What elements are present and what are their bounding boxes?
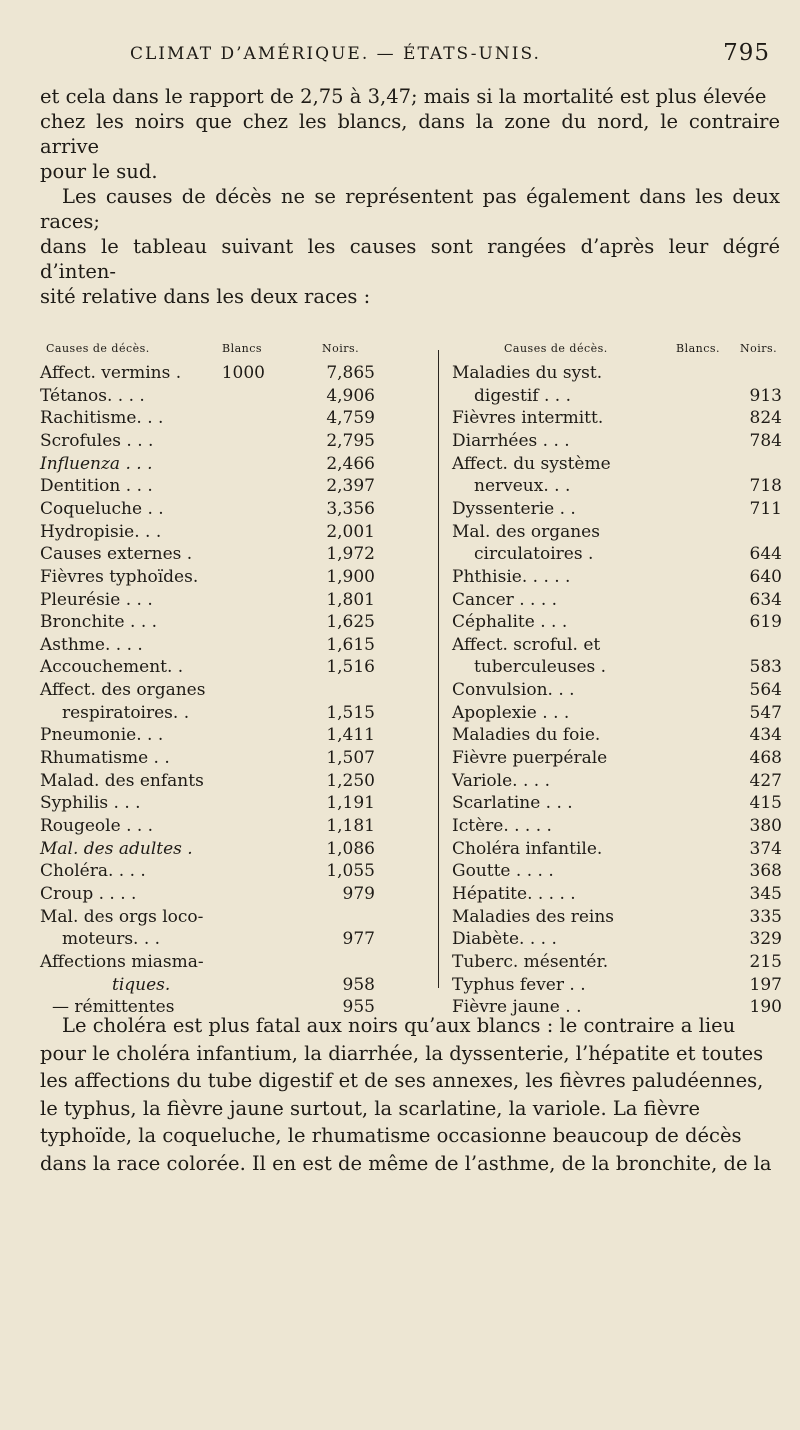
noirs-value: 1,801 [326, 589, 375, 610]
noirs-value: 634 [749, 589, 782, 610]
cause-label: Dentition . . . [40, 476, 153, 497]
closing-paragraph [40, 1012, 780, 1177]
cause-label: Phthisie. . . . . [452, 566, 571, 587]
closing-line: les affections du tube digestif et de ses annexes, les fièvres paludéennes, [40, 1069, 764, 1092]
closing-line: Le choléra est plus fatal aux noirs qu’aux blancs : le contraire a lieu [62, 1014, 736, 1037]
noirs-value: 824 [749, 408, 782, 429]
noirs-value: 1,900 [326, 566, 375, 587]
cause-label: Bronchite . . . [40, 612, 158, 633]
noirs-value: 415 [749, 793, 782, 814]
noirs-value: 468 [749, 748, 782, 769]
cause-label: Variole. . . . [452, 770, 550, 791]
cause-label: Mal. des organes [452, 521, 600, 542]
cause-label: Scarlatine . . . [452, 793, 573, 814]
noirs-value: 977 [342, 929, 375, 950]
cause-label: Coqueluche . . [40, 498, 164, 519]
cause-label: Maladies des reins [452, 906, 614, 927]
noirs-value: 1,055 [326, 861, 375, 882]
noirs-value: 1,250 [326, 770, 375, 791]
cause-label: Causes externes . [40, 544, 193, 565]
left-header-blancs: Blancs [222, 342, 263, 355]
cause-label: Pneumonie. . . [40, 725, 164, 746]
noirs-value: 3,356 [326, 498, 375, 519]
cause-label: Influenza . . . [40, 453, 153, 474]
cause-label: Maladies du syst. [452, 363, 603, 383]
cause-label: Maladies du foie. [452, 725, 601, 746]
right-header-noirs: Noirs. [740, 342, 778, 355]
cause-label: Céphalite . . . [452, 612, 568, 633]
cause-label: Goutte . . . . [452, 861, 554, 882]
cause-label: Affect. des organes [40, 680, 206, 701]
cause-label: digestif . . . [474, 385, 571, 406]
noirs-value: 958 [342, 974, 375, 995]
cause-label: Ictère. . . . . [452, 816, 552, 836]
noirs-value: 2,466 [326, 453, 375, 474]
cause-label: Accouchement. . [40, 657, 184, 678]
noirs-value: 564 [749, 680, 782, 701]
noirs-value: 4,759 [326, 408, 375, 429]
closing-line: typhoïde, la coqueluche, le rhumatisme occasionne beaucoup de décès [40, 1124, 742, 1147]
cause-label: Mal. des adultes . [40, 838, 193, 859]
noirs-value: 215 [749, 951, 782, 972]
noirs-value: 1,625 [326, 612, 375, 633]
cause-label: Rougeole . . . [40, 816, 154, 836]
cause-label: tiques. [112, 974, 171, 995]
cause-label: Affect. scroful. et [452, 634, 601, 655]
cause-label: Scrofules . . . [40, 430, 154, 451]
noirs-value: 1,507 [326, 748, 375, 769]
page-number: 795 [723, 40, 770, 66]
noirs-value: 1,181 [326, 816, 375, 836]
left-header-noirs: Noirs. [322, 342, 360, 355]
cause-label: nerveux. . . [474, 476, 571, 497]
noirs-value: 1,086 [326, 838, 375, 859]
noirs-value: 1,615 [326, 634, 375, 655]
noirs-value: 345 [749, 883, 782, 904]
noirs-value: 583 [749, 657, 782, 678]
noirs-value: 913 [749, 385, 782, 406]
noirs-value: 979 [342, 883, 375, 904]
cause-label: Dyssenterie . . [452, 498, 576, 519]
blancs-value: 1000 [221, 363, 265, 383]
noirs-value: 2,001 [326, 521, 375, 542]
cause-label: Asthme. . . . [40, 634, 143, 655]
noirs-value: 640 [749, 566, 782, 587]
cause-label: Apoplexie . . . [452, 702, 570, 723]
cause-label: Tétanos. . . . [40, 385, 145, 406]
cause-label: Affect. vermins . [40, 363, 182, 383]
noirs-value: 1,191 [326, 793, 375, 814]
cause-label: Affections miasma- [40, 951, 204, 972]
right-header-cause: Causes de décès. [504, 342, 608, 355]
cause-label: Cancer . . . . [452, 589, 558, 610]
noirs-value: 7,865 [326, 363, 375, 383]
noirs-value: 2,795 [326, 430, 375, 451]
noirs-value: 368 [749, 861, 782, 882]
cause-label: Hépatite. . . . . [452, 883, 576, 904]
column-divider [438, 350, 439, 988]
intro-line: pour le sud. [40, 160, 158, 183]
noirs-value: 718 [749, 476, 782, 497]
left-header-cause: Causes de décès. [46, 342, 150, 355]
cause-label: Mal. des orgs loco- [40, 906, 204, 927]
cause-label: Convulsion. . . [452, 680, 575, 701]
closing-line: pour le choléra infantium, la diarrhée, la dyssenterie, l’hépatite et toutes [40, 1041, 764, 1065]
intro-line: chez les noirs que chez les blancs, dans la zone du nord, le contraire arrive [40, 110, 780, 158]
cause-label: Tuberc. mésentér. [452, 951, 609, 972]
cause-label: respiratoires. . [62, 702, 190, 723]
noirs-value: 4,906 [326, 385, 375, 406]
noirs-value: 1,972 [326, 544, 375, 565]
intro-line: sité relative dans les deux races : [40, 285, 371, 308]
running-title: CLIMAT D’AMÉRIQUE. — ÉTATS-UNIS. [130, 44, 541, 64]
noirs-value: 197 [749, 974, 782, 995]
intro-paragraph [40, 84, 780, 309]
closing-line: le typhus, la fièvre jaune surtout, la scarlatine, la variole. La fièvre [40, 1096, 701, 1120]
noirs-value: 711 [749, 498, 782, 519]
noirs-value: 619 [749, 612, 782, 633]
cause-label: Malad. des enfants [40, 770, 204, 791]
noirs-value: 374 [749, 838, 782, 859]
intro-line: et cela dans le rapport de 2,75 à 3,47; mais si la mortalité est plus élevée [40, 85, 767, 108]
noirs-value: 190 [749, 997, 782, 1018]
cause-label: Syphilis . . . [40, 793, 141, 814]
noirs-value: 955 [342, 997, 375, 1018]
cause-label: Fièvre puerpérale [452, 748, 608, 769]
noirs-value: 329 [749, 929, 782, 950]
cause-label: Hydropisie. . . [40, 521, 162, 542]
cause-label: Pleurésie . . . [40, 589, 153, 610]
noirs-value: 335 [749, 906, 782, 927]
cause-label: Rachitisme. . . [40, 408, 164, 429]
cause-label: tuberculeuses . [474, 657, 607, 678]
cause-label: Fièvre jaune . . [452, 997, 582, 1018]
closing-line: dans la race colorée. Il en est de même de l’asthme, de la bronchite, de la [40, 1151, 772, 1175]
cause-label: Diabète. . . . [452, 929, 557, 950]
noirs-value: 434 [749, 725, 782, 746]
intro-line: dans le tableau suivant les causes sont rangées d’après leur dégré d’inten- [40, 235, 780, 283]
cause-label: — rémittentes [52, 997, 175, 1018]
cause-label: Choléra. . . . [40, 861, 146, 882]
noirs-value: 1,411 [326, 725, 375, 746]
cause-label: moteurs. . . [62, 929, 161, 950]
cause-label: Croup . . . . [40, 883, 137, 904]
cause-label: Choléra infantile. [452, 838, 603, 859]
noirs-value: 644 [749, 544, 782, 565]
noirs-value: 1,515 [326, 702, 375, 723]
cause-label: circulatoires . [474, 544, 594, 565]
noirs-value: 380 [749, 816, 782, 836]
cause-label: Fièvres intermitt. [452, 408, 604, 429]
cause-label: Typhus fever . . [452, 974, 586, 995]
noirs-value: 1,516 [326, 657, 375, 678]
cause-label: Affect. du système [452, 453, 611, 474]
noirs-value: 547 [749, 702, 782, 723]
intro-line: Les causes de décès ne se représentent pas également dans les deux races; [40, 185, 780, 233]
noirs-value: 784 [749, 430, 782, 451]
noirs-value: 427 [749, 770, 782, 791]
cause-label: Rhumatisme . . [40, 748, 170, 769]
cause-label: Fièvres typhoïdes. [40, 566, 199, 587]
right-header-blancs: Blancs. [676, 342, 721, 355]
noirs-value: 2,397 [326, 476, 375, 497]
running-header [130, 40, 770, 74]
cause-label: Diarrhées . . . [452, 430, 570, 451]
